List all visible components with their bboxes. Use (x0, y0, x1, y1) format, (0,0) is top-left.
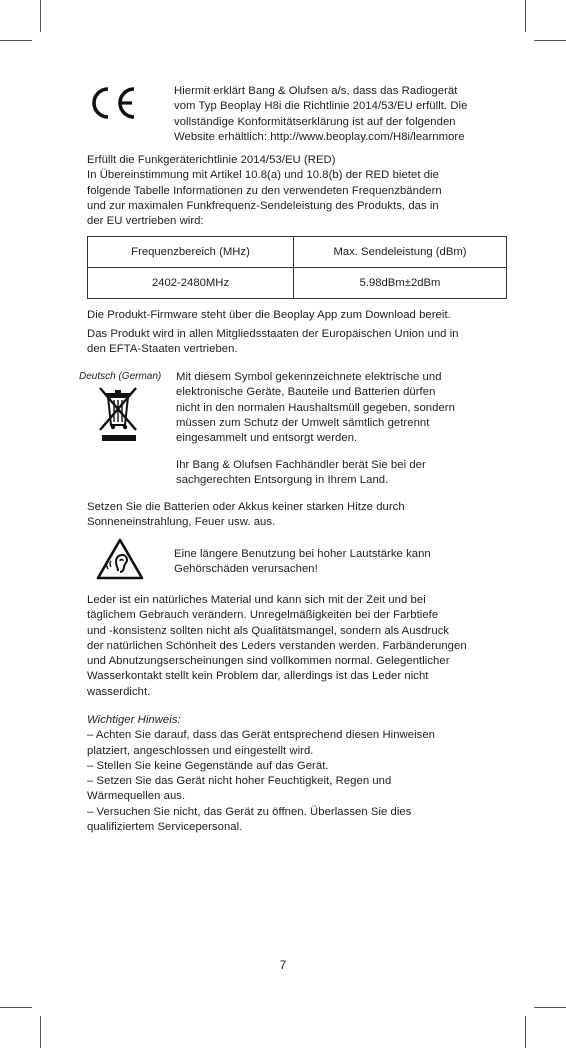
red-directive-text (87, 153, 507, 229)
text-line: Das Produkt wird in allen Mitgliedsstaaten der Europäischen Union und in (87, 328, 459, 340)
weee-crossed-bin-icon (96, 385, 142, 443)
crop-mark (525, 0, 526, 32)
text-line: qualifiziertem Servicepersonal. (87, 821, 243, 834)
table-header-cell: Max. Sendeleistung (dBm) (294, 237, 507, 268)
leather-care-text (87, 593, 507, 700)
text-line: – Achten Sie darauf, dass das Gerät entsprechend diesen Hinweisen (87, 729, 436, 742)
text-line: Gehörschäden verursachen! (174, 563, 318, 576)
frequency-table (87, 236, 507, 299)
text-line: müssen zum Schutz der Umwelt sämtlich getrennt (176, 416, 430, 429)
text-line: den EFTA-Staaten vertrieben. (87, 343, 238, 356)
text-line: wasserdicht. (87, 685, 151, 698)
crop-mark (40, 0, 41, 32)
page-number: 7 (279, 958, 287, 972)
weee-text (176, 370, 506, 446)
crop-mark (0, 40, 32, 41)
text-line: Leder ist ein natürliches Material und kann sich mit der Zeit und bei (87, 594, 426, 606)
text-line: sachgerechten Entsorgung in Ihrem Land. (176, 474, 389, 487)
text-line: Ihr Bang & Olufsen Fachhändler berät Sie bei der (176, 459, 426, 471)
text-line: Mit diesem Symbol gekennzeichnete elektrische und (176, 371, 442, 383)
ce-mark-icon (86, 85, 138, 121)
table-header-row (88, 237, 507, 268)
text-line: Hiermit erklärt Bang & Olufsen a/s, dass das Radiogerät (174, 85, 458, 97)
firmware-text: Die Produkt-Firmware steht über die Beoplay App zum Download bereit. (87, 309, 451, 321)
text-line: Setzen Sie die Batterien oder Akkus keiner starken Hitze durch (87, 501, 405, 513)
text-line: – Versuchen Sie nicht, das Gerät zu öffnen. Überlassen Sie dies (87, 805, 412, 818)
text-line: Wasserkontakt stellt kein Problem dar, allerdings ist das Leder nicht (87, 670, 429, 683)
text-line: Erfüllt die Funkgeräterichtlinie 2014/53/EU (RED) (87, 154, 336, 166)
text-line: und -konsistenz sollten nicht als Qualitätsmangel, sondern als Ausdruck (87, 624, 450, 637)
text-line: – Stellen Sie keine Gegenstände auf das Gerät. (87, 759, 329, 772)
table-header-cell: Frequenzbereich (MHz) (88, 237, 294, 268)
hearing-warning-icon (96, 537, 144, 581)
crop-mark (534, 40, 566, 41)
distribution-text (87, 327, 507, 358)
text-line: vom Typ Beoplay H8i die Richtlinie 2014/53/EU erfüllt. Die (174, 100, 468, 113)
table-cell: 2402-2480MHz (88, 268, 294, 299)
battery-warning-text (87, 500, 507, 531)
language-label: Deutsch (German) (79, 371, 162, 382)
text-line: – Setzen Sie das Gerät nicht hoher Feuchtigkeit, Regen und (87, 775, 392, 788)
crop-mark (40, 1016, 41, 1048)
text-line: vollständige Konformitätserklärung ist auf der folgenden (174, 115, 456, 128)
text-line: Website erhältlich: http://www.beoplay.com/H8i/learnmore (174, 130, 465, 143)
notice-title: Wichtiger Hinweis: (87, 714, 181, 726)
declaration-text (174, 84, 504, 145)
crop-mark (534, 1007, 566, 1008)
text-line: der EU vertrieben wird: (87, 215, 204, 228)
table-cell: 5.98dBm±2dBm (294, 268, 507, 299)
crop-mark (525, 1016, 526, 1048)
text-line: täglichem Gebrauch verändern. Unregelmäßigkeiten bei der Farbtiefe (87, 609, 439, 622)
text-line: folgende Tabelle Informationen zu den verwendeten Frequenzbändern (87, 184, 442, 197)
text-line: Sonneneinstrahlung, Feuer usw. aus. (87, 516, 276, 529)
text-line: der natürlichen Schönheit des Leders verstanden werden. Farbänderungen (87, 639, 467, 652)
text-line: Wärmequellen aus. (87, 790, 186, 803)
text-line: In Übereinstimmung mit Artikel 10.8(a) und 10.8(b) der RED bietet die (87, 169, 439, 182)
text-line: elektronische Geräte, Bauteile und Batterien dürfen (176, 386, 436, 399)
dealer-text (176, 458, 506, 489)
crop-mark (0, 1007, 32, 1008)
text-line: und Abnutzungserscheinungen sind vollkommen normal. Gelegentlicher (87, 655, 450, 668)
text-line: Eine längere Benutzung bei hoher Lautstärke kann (174, 548, 431, 560)
table-row (88, 268, 507, 299)
text-line: und zur maximalen Funkfrequenz-Sendeleistung des Produkts, das in (87, 199, 439, 212)
text-line: platziert, angeschlossen und eingestellt wird. (87, 744, 314, 757)
hearing-warning-text (174, 547, 504, 578)
important-notice (87, 713, 507, 835)
text-line: nicht in den normalen Haushaltsmüll gegeben, sondern (176, 401, 455, 414)
text-line: eingesammelt und entsorgt werden. (176, 432, 358, 445)
